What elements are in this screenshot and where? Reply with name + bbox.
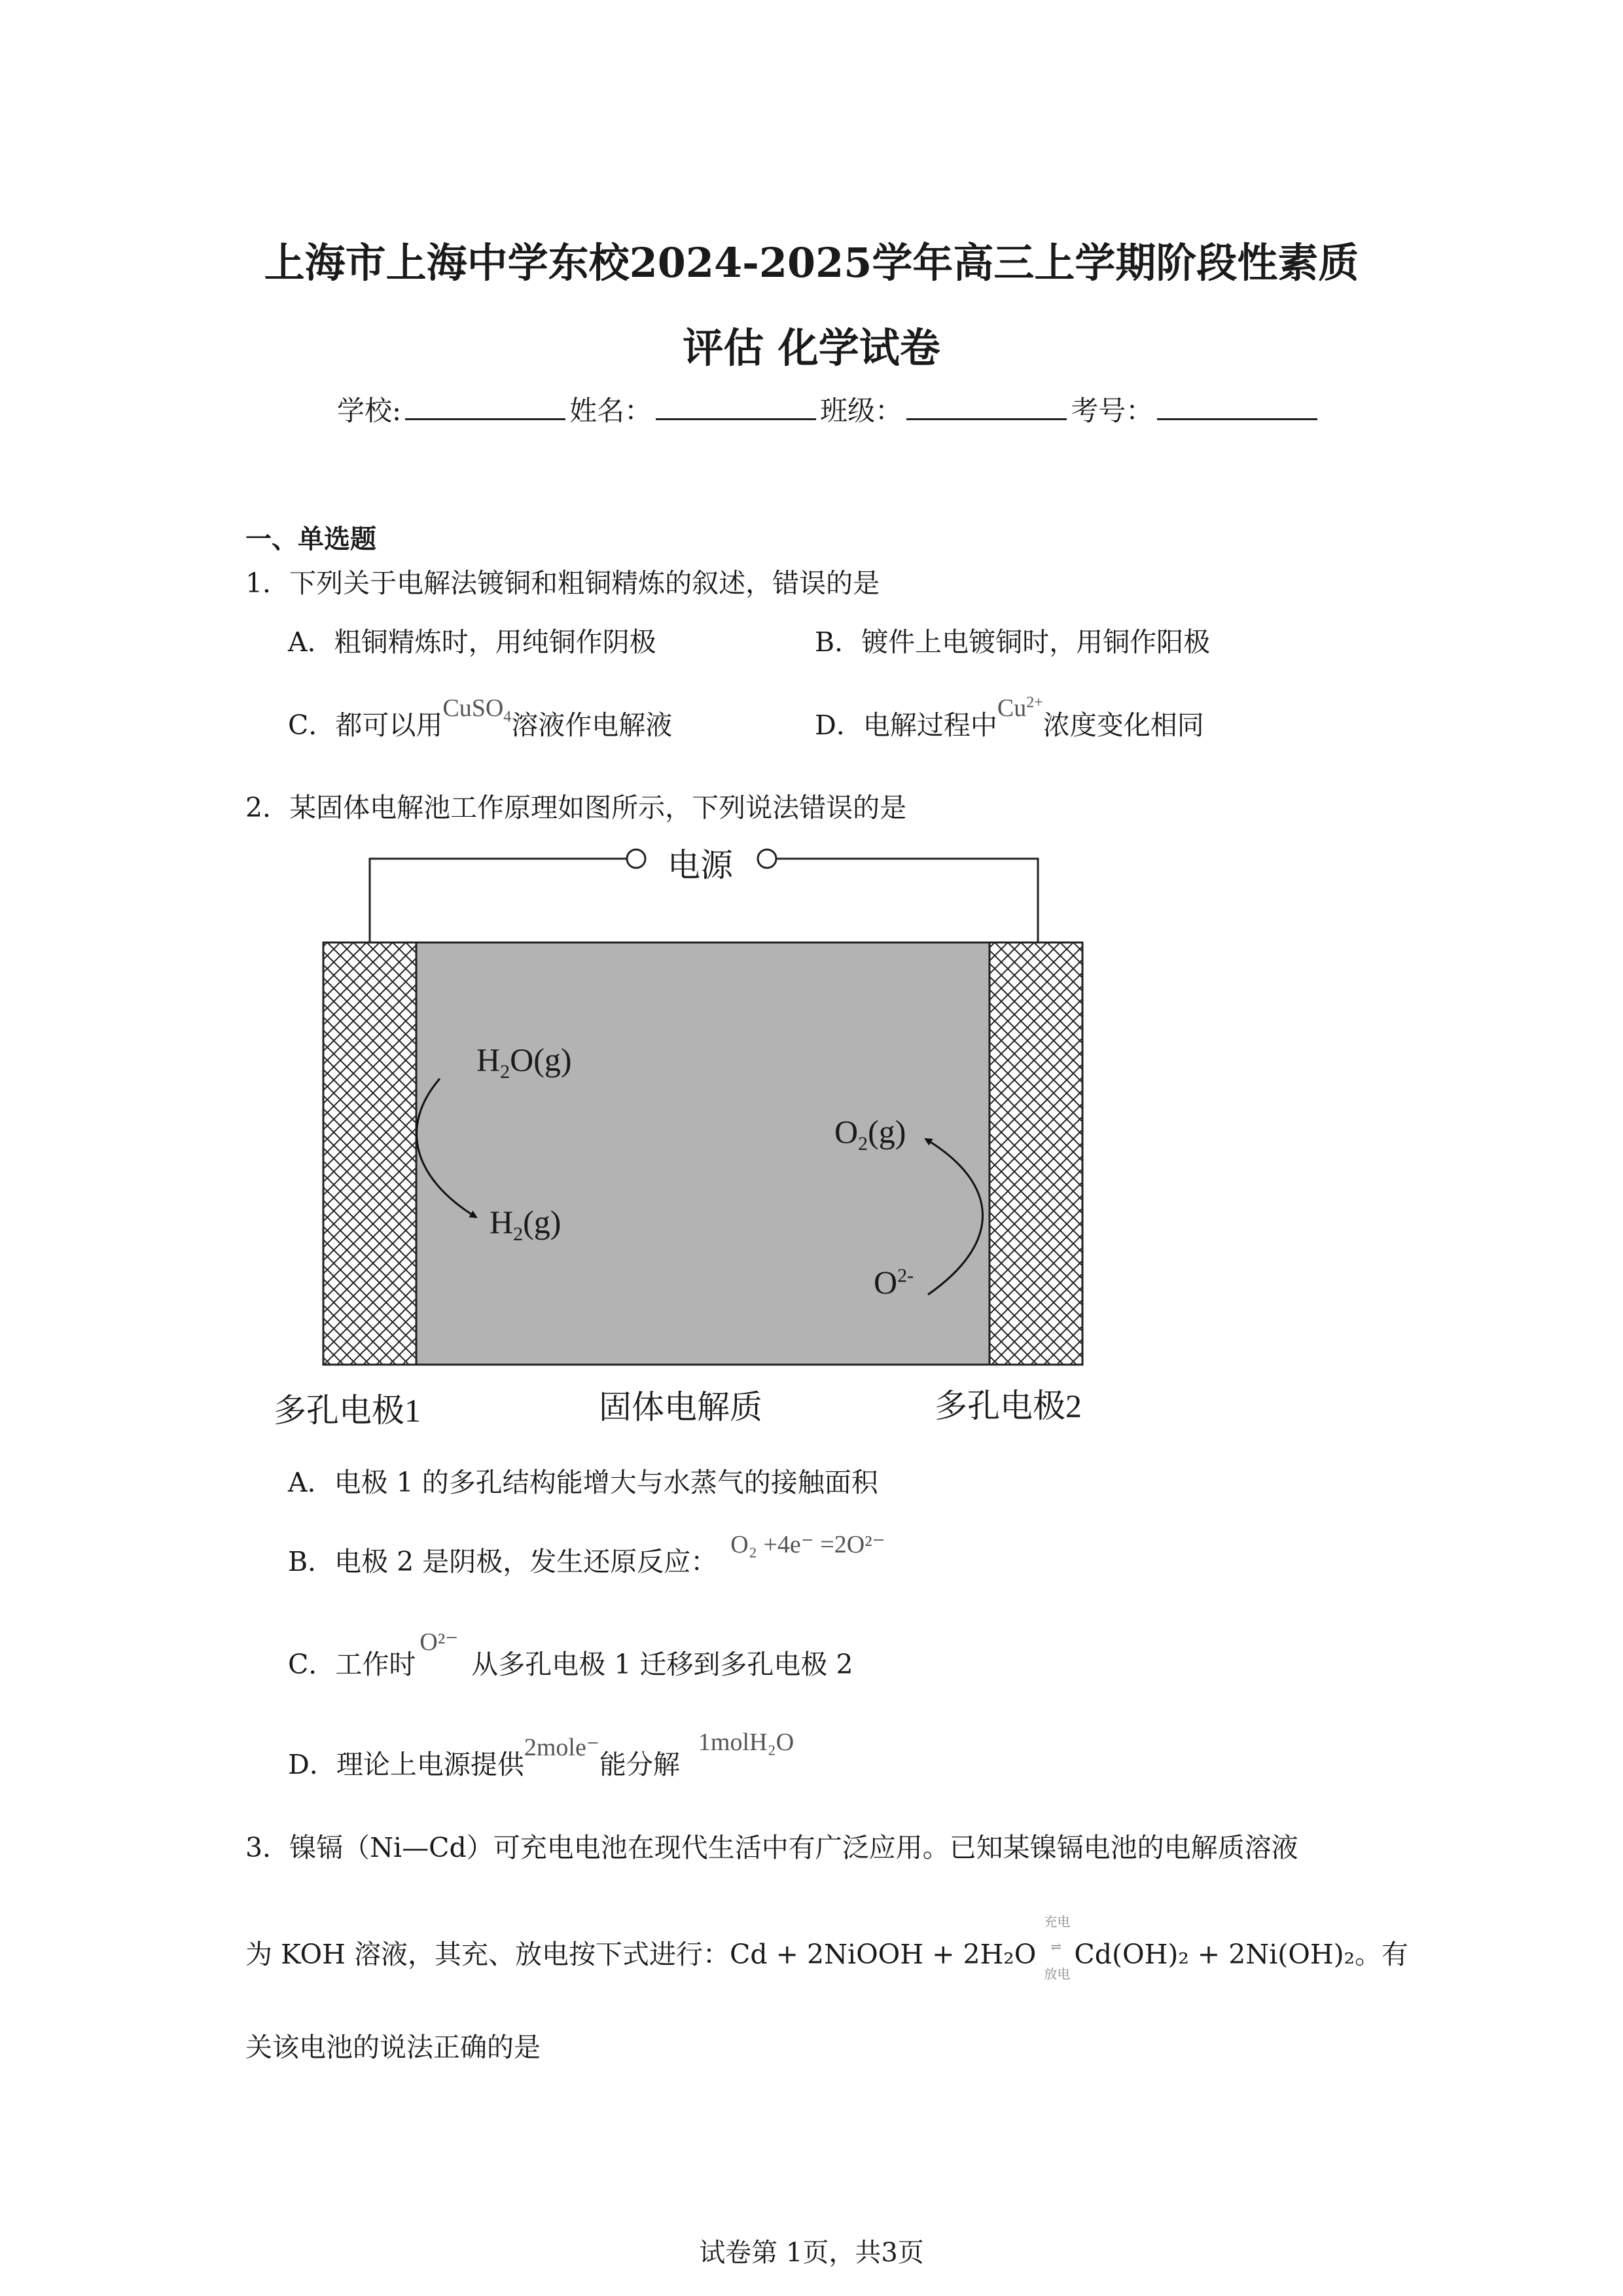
q2-option-c-prefix: C．工作时	[288, 1649, 416, 1680]
page-footer: 试卷第 1页，共3页	[699, 2238, 924, 2268]
q2-stem: 2．某固体电解池工作原理如图所示，下列说法错误的是	[245, 792, 907, 823]
q2-option-c	[288, 1628, 853, 1681]
electrode-1-label: 多孔电极1	[274, 1392, 421, 1429]
power-source-label: 电源	[668, 847, 733, 884]
electrode-2-label: 多孔电极2	[935, 1388, 1082, 1424]
exam-title-line1: 上海市上海中学东校2024-2025学年高三上学期阶段性素质	[264, 239, 1359, 287]
right-terminal-icon	[758, 850, 776, 868]
left-wire	[370, 859, 627, 942]
q1-option-c	[288, 694, 673, 745]
section-title: 一、单选题	[245, 524, 376, 554]
q3-line2	[245, 1913, 1409, 1982]
q1-option-b: B．镀件上电镀铜时，用铜作阳极	[815, 626, 1211, 658]
h2o-label: $H_2O(g)$	[476, 1041, 572, 1083]
q1-stem: 1．下列关于电解法镀铜和粗铜精炼的叙述，错误的是	[245, 567, 880, 599]
q1-option-d	[815, 694, 1204, 742]
q2-option-c-suffix: 从多孔电极 1 迁移到多孔电极 2	[471, 1649, 853, 1680]
student-info-line	[337, 389, 1321, 429]
electrolysis-cell-diagram	[249, 825, 1126, 1453]
q1-option-d-suffix: 浓度变化相同	[1043, 709, 1204, 741]
porous-electrode-2	[990, 942, 1082, 1365]
o2-label: $O_2(g)$	[834, 1113, 906, 1155]
q1-option-d-prefix: D．电解过程中	[815, 709, 997, 741]
o2-reduction-formula: O₂ +4e⁻ =2O²⁻	[730, 1531, 885, 1558]
charge-label: 充电	[1044, 1913, 1071, 1929]
q2-option-d-prefix: D．理论上电源提供	[288, 1749, 524, 1780]
class-blank[interactable]	[906, 412, 1067, 420]
exam-no-blank[interactable]	[1157, 412, 1317, 420]
o2minus-formula: O²⁻	[419, 1628, 459, 1656]
q3-line3: 关该电池的说法正确的是	[245, 2032, 541, 2063]
discharge-label: 放电	[1044, 1965, 1071, 1982]
school-label: 学校:	[337, 395, 402, 427]
q2-option-a: A．电极 1 的多孔结构能增大与水蒸气的接触面积	[288, 1467, 878, 1498]
q3-line1: 3．镍镉（Ni—Cd）可充电电池在现代生活中有广泛应用。已知某镍镉电池的电解质溶液	[245, 1832, 1298, 1863]
electrolyte-label: 固体电解质	[599, 1389, 762, 1426]
right-wire	[776, 859, 1038, 942]
q2-option-d-mid: 能分解	[599, 1749, 680, 1780]
q2-option-d	[288, 1729, 794, 1782]
cu2plus-formula: $Cu^{2+}$	[997, 694, 1043, 722]
q3-equation-left: 为 KOH 溶液，其充、放电按下式进行：Cd + 2NiOOH + 2H₂O	[245, 1939, 1037, 1970]
arrow-glyph: ⇌	[1050, 1938, 1062, 1954]
q1-option-c-suffix: 溶液作电解液	[511, 709, 673, 741]
exam-title-line2: 评估 化学试卷	[683, 324, 940, 372]
exam-no-label: 考号：	[1071, 395, 1154, 427]
electron-amount-formula: 2mole⁻	[524, 1734, 599, 1761]
name-blank[interactable]	[656, 412, 816, 420]
cuso4-formula: CuSO$_4$	[442, 694, 512, 726]
reversible-arrow-icon	[1036, 1913, 1074, 1982]
name-label: 姓名：	[569, 395, 652, 427]
o2minus-label: $O^{2-}$	[874, 1264, 914, 1300]
school-blank[interactable]	[405, 412, 565, 420]
q3-equation-right: Cd(OH)₂ + 2Ni(OH)₂。有	[1074, 1939, 1409, 1970]
q2-option-b-prefix: B．电极 2 是阴极，发生还原反应：	[288, 1546, 718, 1577]
q1-option-a: A．粗铜精炼时，用纯铜作阴极	[288, 626, 656, 658]
left-terminal-icon	[627, 850, 645, 868]
class-label: 班级：	[820, 395, 903, 427]
q1-option-c-prefix: C．都可以用	[288, 709, 443, 741]
h2-label: $H_2(g)$	[490, 1204, 562, 1245]
water-amount-formula: 1molH₂O	[698, 1729, 794, 1756]
porous-electrode-1	[323, 942, 416, 1365]
q2-option-b	[288, 1531, 885, 1579]
